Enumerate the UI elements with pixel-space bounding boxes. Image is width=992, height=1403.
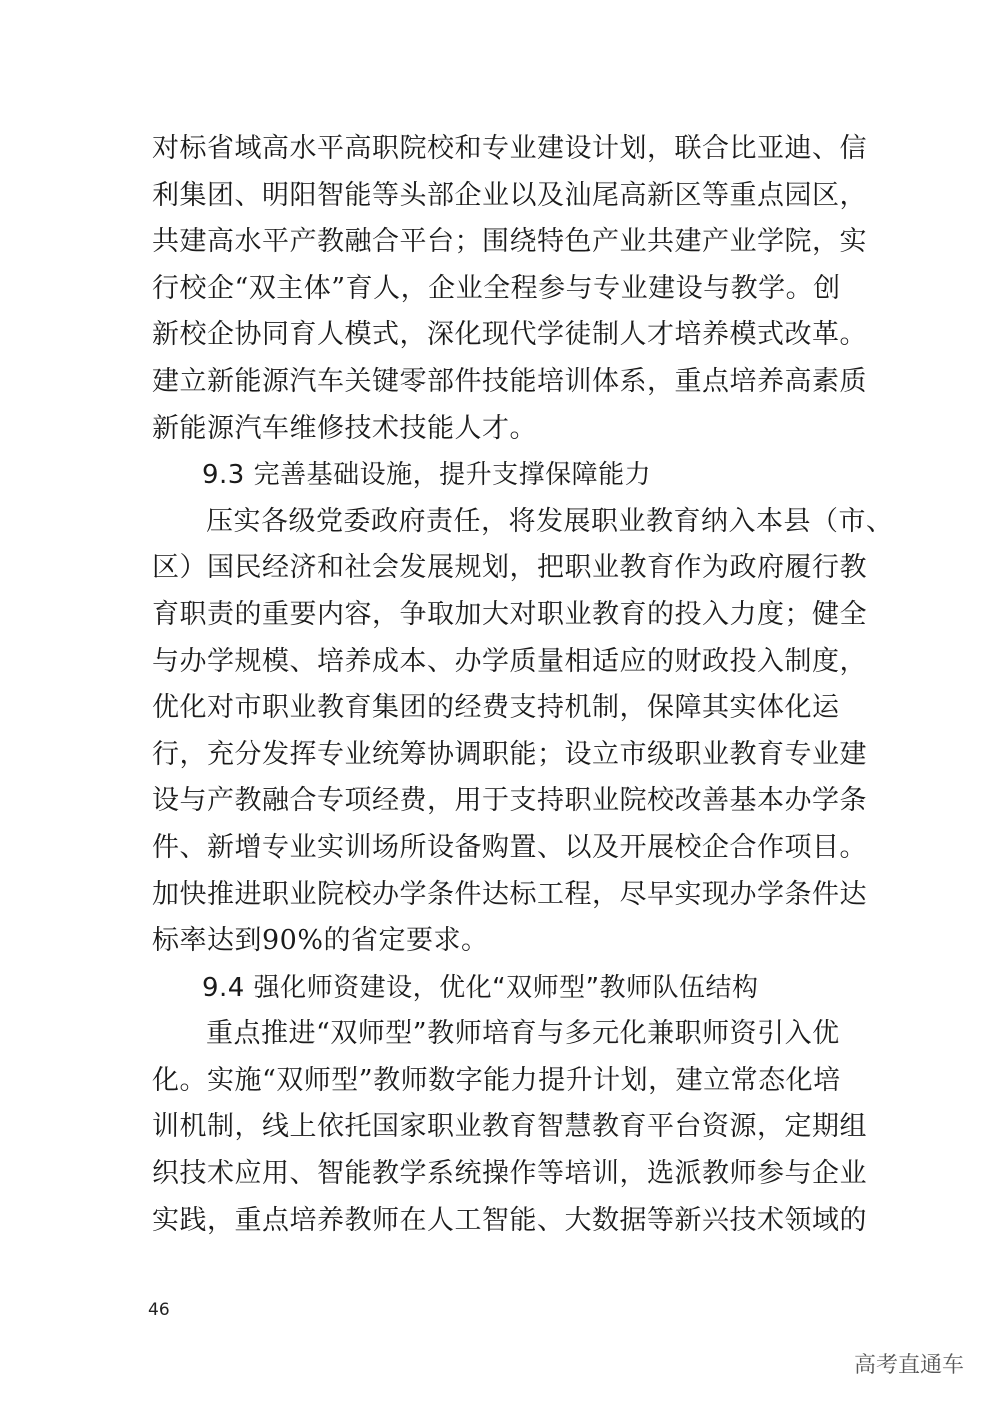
- text-line: 建立新能源汽车关键零部件技能培训体系，重点培养高素质: [152, 365, 867, 397]
- text-line: 训机制，线上依托国家职业教育智慧教育平台资源，定期组: [152, 1111, 867, 1143]
- text-line: 件、新增专业实训场所设备购置、以及开展校企合作项目。: [152, 831, 867, 863]
- text-line: 优化对市职业教育集团的经费支持机制，保障其实体化运: [152, 692, 840, 724]
- text-line: 行，充分发挥专业统筹协调职能；设立市级职业教育专业建: [152, 738, 867, 770]
- text-line: 重点推进“双师型”教师培育与多元化兼职师资引入优: [206, 1018, 840, 1050]
- text-line: 新能源汽车维修技术技能人才。: [152, 412, 537, 444]
- page-number: 46: [148, 1300, 170, 1320]
- text-line: 化。实施“双师型”教师数字能力提升计划，建立常态化培: [152, 1064, 841, 1096]
- text-line: 实践，重点培养教师在人工智能、大数据等新兴技术领域的: [152, 1204, 867, 1236]
- text-line: 对标省域高水平高职院校和专业建设计划，联合比亚迪、信: [152, 133, 867, 164]
- text-line: 共建高水平产教融合平台；围绕特色产业共建产业学院，实: [152, 226, 867, 258]
- body-text: [152, 126, 894, 1244]
- text-line: 新校企协同育人模式，深化现代学徒制人才培养模式改革。: [152, 319, 867, 351]
- section-heading-9-3: 9.3 完善基础设施，提升支撑保障能力: [202, 460, 652, 491]
- text-line: 标率达到90%的省定要求。: [152, 925, 489, 957]
- section-heading-9-4: 9.4 强化师资建设，优化“双师型”教师队伍结构: [202, 972, 759, 1003]
- text-line: 利集团、明阳智能等头部企业以及汕尾高新区等重点园区，: [152, 179, 867, 211]
- text-line: 与办学规模、培养成本、办学质量相适应的财政投入制度，: [152, 645, 867, 677]
- text-line: 织技术应用、智能教学系统操作等培训，选派教师参与企业: [152, 1158, 867, 1190]
- text-line: 区）国民经济和社会发展规划，把职业教育作为政府履行教: [152, 552, 867, 584]
- watermark: 高考直通车: [853, 1353, 964, 1378]
- text-line: 行校企“双主体”育人，企业全程参与专业建设与教学。创: [152, 272, 841, 304]
- text-line: 压实各级党委政府责任，将发展职业教育纳入本县（市、: [206, 505, 894, 537]
- text-line: 育职责的重要内容，争取加大对职业教育的投入力度；健全: [152, 598, 867, 630]
- text-line: 加快推进职业院校办学条件达标工程，尽早实现办学条件达: [152, 878, 867, 910]
- text-line: 设与产教融合专项经费，用于支持职业院校改善基本办学条: [152, 785, 867, 817]
